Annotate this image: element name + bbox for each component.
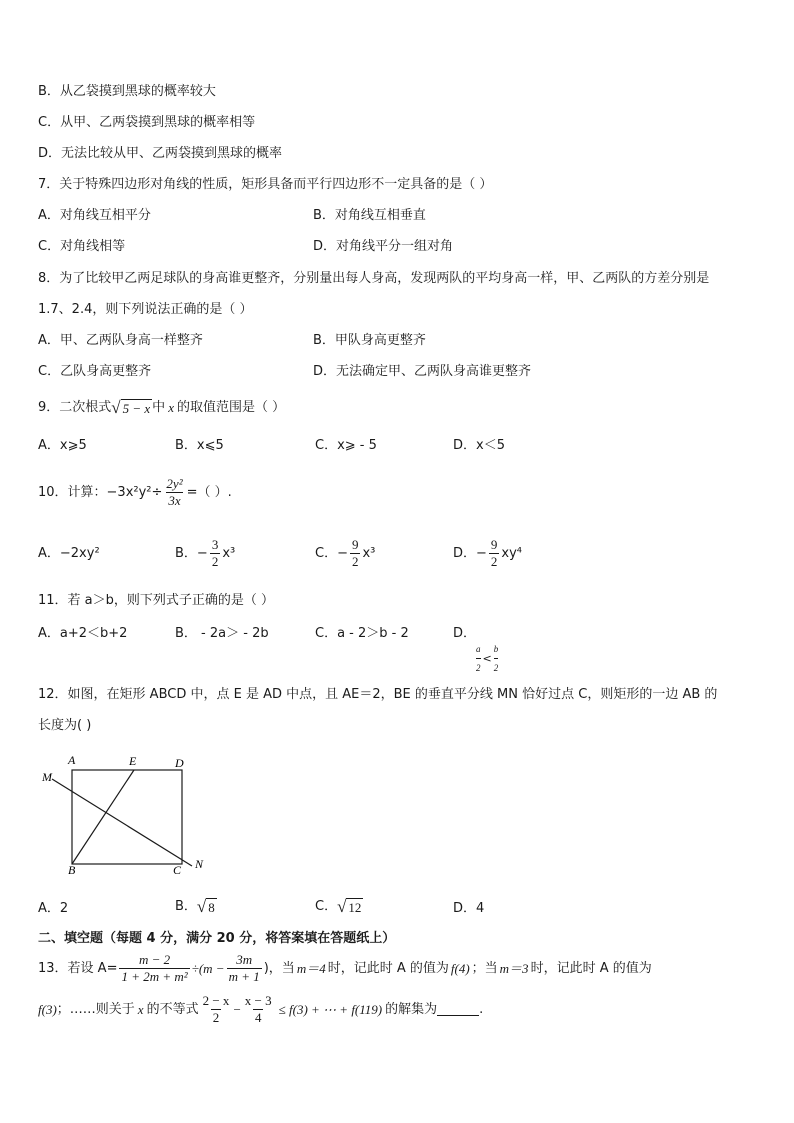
- q13-line2-a: ；……则关于: [56, 1001, 135, 1017]
- q6-option-d: D．无法比较从甲、乙两袋摸到黑球的概率: [38, 146, 283, 161]
- q11-option-d: D．: [453, 626, 477, 641]
- q11-option-d-expression: [476, 640, 498, 677]
- q13-g2-den: 4: [254, 1010, 262, 1025]
- q10-stem: [38, 476, 232, 509]
- q9-suffix: 的取值范围是（ ）: [176, 400, 286, 415]
- q7-option-a: A．对角线互相平分: [38, 208, 151, 223]
- q11-d-lt: <: [482, 651, 492, 665]
- q13-m3: m＝3: [499, 960, 529, 976]
- q10-option-a: A．−2xy²: [38, 546, 100, 561]
- q6-option-c: C．从甲、乙两袋摸到黑球的概率相等: [38, 115, 256, 130]
- q13-mid1: )，当: [263, 960, 295, 976]
- q10-fraction: [164, 476, 184, 509]
- q8-option-c: C．乙队身高更整齐: [38, 364, 152, 379]
- q8-option-d: D．无法确定甲、乙两队身高谁更整齐: [313, 364, 532, 379]
- q10-option-d: [453, 537, 522, 570]
- q13-line2-c: 的解集为: [385, 1001, 438, 1017]
- q10-option-d-den: 2: [490, 554, 498, 569]
- q10-frac-den: 3x: [168, 493, 181, 508]
- q10-option-d-post: xy⁴: [501, 545, 523, 561]
- q11-stem: 11．若 a＞b，则下列式子正确的是（ ）: [38, 593, 275, 608]
- q10-option-b: [175, 537, 235, 570]
- q13-fraction-1: [119, 952, 189, 985]
- q9-option-a: A．x⩾5: [38, 438, 87, 453]
- q11-option-c: C．a - 2＞b - 2: [315, 626, 409, 641]
- q9-option-c: C．x⩾ - 5: [315, 438, 377, 453]
- q13-line2: [38, 993, 483, 1026]
- q7-option-c: C．对角线相等: [38, 239, 126, 254]
- q9-radicand: 5 − x: [122, 401, 151, 416]
- label-m: M: [42, 770, 52, 784]
- q13-f1-den: 1 + 2m + m²: [121, 969, 188, 984]
- q10-option-b-den: 2: [211, 554, 219, 569]
- q8-stem-line2: 1.7、2.4，则下列说法正确的是（ ）: [38, 302, 253, 317]
- q13-div: ÷(m −: [191, 960, 225, 976]
- q6-option-b: B．从乙袋摸到黑球的概率较大: [38, 84, 216, 99]
- q10-option-c: [315, 537, 375, 570]
- q9-var: x: [168, 400, 174, 415]
- q13-m4: m＝4: [296, 960, 326, 976]
- line-mn: [52, 779, 192, 866]
- q9-option-b: B．x⩽5: [175, 438, 224, 453]
- answer-blank[interactable]: [437, 1004, 479, 1016]
- q12-option-b-prefix: B．: [175, 899, 197, 914]
- q13-prefix: 13．若设 A=: [38, 960, 118, 976]
- q13-fraction-g2: [243, 993, 274, 1026]
- q13-mid3: ；当: [471, 960, 498, 976]
- q12-option-b: B． √ 8: [175, 897, 215, 916]
- q13-line2-b: 的不等式: [146, 1001, 199, 1017]
- q9-stem: [38, 399, 285, 417]
- label-d: D: [175, 756, 184, 770]
- q12-option-b-radicand: 8: [208, 900, 215, 915]
- q11-d-den-a: 2: [476, 658, 481, 677]
- q12-stem-line2: 长度为( ): [38, 718, 92, 733]
- q12-option-c-prefix: C．: [315, 899, 338, 914]
- q11-d-den-b: 2: [494, 658, 499, 677]
- label-b: B: [68, 863, 76, 877]
- q13-g2-num: x − 3: [244, 993, 272, 1008]
- q7-option-b: B．对角线互相垂直: [313, 208, 426, 223]
- q10-frac-num: 2y²: [166, 476, 183, 491]
- q9-mid: 中: [152, 400, 166, 415]
- q13-fraction-g1: [201, 993, 232, 1026]
- q13-minus: −: [233, 1001, 241, 1017]
- q13-mid4: 时，记此时 A 的值为: [530, 960, 652, 976]
- q13-f3: f(3): [38, 1001, 57, 1017]
- q10-option-c-num: 9: [351, 537, 359, 552]
- q10-option-b-prefix: B．−: [175, 545, 208, 561]
- q11-d-num-a: a: [476, 644, 481, 654]
- label-a: A: [68, 753, 76, 767]
- q12-figure: [38, 752, 218, 878]
- q8-stem-line1: 8．为了比较甲乙两足球队的身高谁更整齐，分别量出每人身高，发现两队的平均身高一样，甲、乙两队的方差分别是: [38, 271, 710, 286]
- q10-prefix: 10．计算：−3x²y²÷: [38, 484, 163, 500]
- q11-option-b: B． - 2a＞ - 2b: [175, 626, 269, 641]
- q11-d-num-b: b: [493, 644, 499, 654]
- q8-option-b: B．甲队身高更整齐: [313, 333, 426, 348]
- q13-line1: [38, 952, 652, 985]
- q9-radical: √ 5 − x: [111, 398, 151, 417]
- q12-option-c-radicand: 12: [348, 900, 362, 915]
- label-n: N: [195, 857, 204, 871]
- q10-suffix: =（ ）.: [186, 484, 232, 500]
- q8-option-a: A．甲、乙两队身高一样整齐: [38, 333, 203, 348]
- q10-option-d-num: 9: [490, 537, 498, 552]
- q13-f2-num: 3m: [236, 952, 253, 967]
- q13-fraction-2: [227, 952, 262, 985]
- q13-g1-den: 2: [212, 1010, 220, 1025]
- q13-f1-num: m − 2: [138, 952, 171, 967]
- q7-stem: 7．关于特殊四边形对角线的性质，矩形具备而平行四边形不一定具备的是（ ）: [38, 177, 493, 192]
- q13-f4: f(4): [450, 960, 470, 976]
- q13-rhs: ≤ f(3) + ⋯ + f(119): [278, 1001, 383, 1017]
- q10-option-c-den: 2: [351, 554, 359, 569]
- q10-option-c-prefix: C．−: [315, 545, 348, 561]
- q13-f2-den: m + 1: [228, 969, 260, 984]
- q12-option-a: A．2: [38, 901, 69, 916]
- label-c: C: [173, 863, 182, 877]
- q9-prefix: 9．二次根式: [38, 400, 112, 415]
- q10-option-d-prefix: D．−: [453, 545, 487, 561]
- q12-stem-line1: 12．如图，在矩形 ABCD 中，点 E 是 AD 中点，且 AE＝2，BE 的垂直平分线 MN 恰好过点 C，则矩形的一边 AB 的: [38, 687, 718, 702]
- q9-option-d: D．x＜5: [453, 438, 505, 453]
- q7-option-d: D．对角线平分一组对角: [313, 239, 454, 254]
- q11-option-a: A．a+2＜b+2: [38, 626, 128, 641]
- segment-be: [72, 770, 134, 864]
- q10-option-b-num: 3: [211, 537, 219, 552]
- section-title: 二、填空题（每题 4 分，满分 20 分，将答案填在答题纸上）: [38, 931, 396, 946]
- q13-g1-num: 2 − x: [202, 993, 230, 1008]
- q13-mid2: 时，记此时 A 的值为: [327, 960, 449, 976]
- label-e: E: [129, 754, 137, 768]
- q13-var-x: x: [137, 1001, 144, 1017]
- q12-option-d: D．4: [453, 901, 485, 916]
- q13-end: .: [479, 1001, 484, 1017]
- q12-option-c: C． √ 12: [315, 897, 362, 916]
- q10-option-c-post: x³: [362, 545, 376, 561]
- q10-option-b-post: x³: [222, 545, 236, 561]
